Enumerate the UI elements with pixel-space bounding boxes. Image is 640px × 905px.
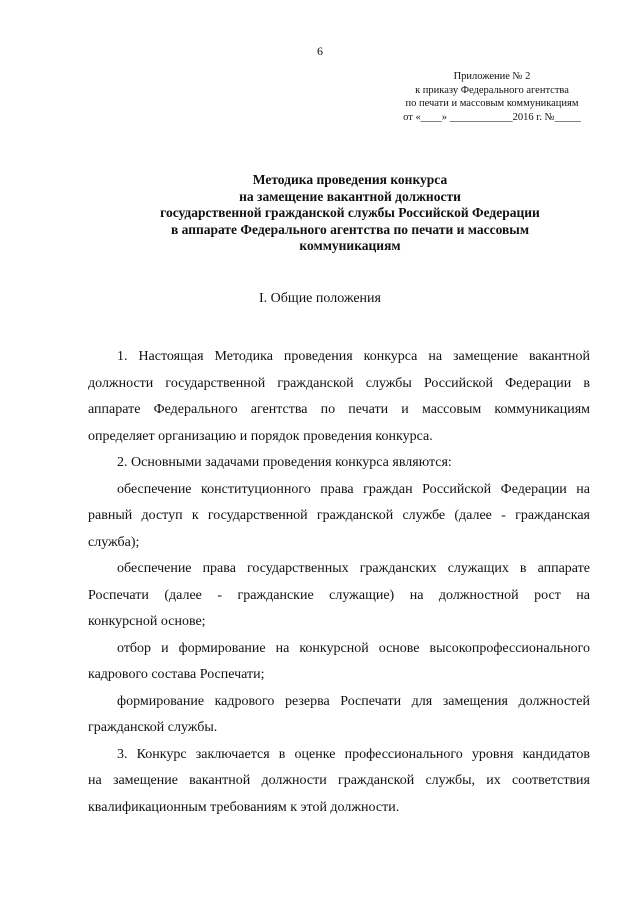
document-title xyxy=(90,172,610,255)
appendix-line: по печати и массовым коммуникациям xyxy=(405,98,579,109)
text-line: формирование кадрового резерва Роспечати для замещения должностей xyxy=(117,693,590,709)
paragraph-6 xyxy=(88,689,590,742)
text-line: обеспечение конституционного права граждан Российской Федерации на xyxy=(117,481,590,497)
document-body xyxy=(88,344,590,821)
section-heading: I. Общие положения xyxy=(259,291,381,306)
text-line: гражданской службы. xyxy=(88,720,218,735)
text-line: отбор и формирование на конкурсной основе высокопрофессионального xyxy=(117,640,590,656)
appendix-line: Приложение № 2 xyxy=(453,71,531,82)
appendix-line: к приказу Федерального агентства xyxy=(415,84,569,96)
appendix-line: от «____» ____________2016 г. №_____ xyxy=(403,111,581,123)
title-line: Методика проведения конкурса xyxy=(252,172,448,187)
text-line: определяет организацию и порядок проведения конкурса. xyxy=(88,428,433,444)
text-line: конкурсной основе; xyxy=(88,614,206,629)
title-line: в аппарате Федерального агентства по печати и массовым xyxy=(170,221,530,237)
text-line: обеспечение права государственных гражданских служащих в аппарате xyxy=(117,561,590,576)
title-line: на замещение вакантной должности xyxy=(239,188,461,204)
text-line: должности государственной гражданской службы Российской Федерации в xyxy=(88,375,590,391)
appendix-reference xyxy=(394,70,590,124)
text-line: аппарате Федерального агентства по печати и массовым коммуникациям xyxy=(88,402,590,417)
paragraph-3 xyxy=(88,477,590,557)
paragraph-1 xyxy=(88,344,590,450)
text-line: на замещение вакантной должности гражданской службы, их соответствия xyxy=(88,773,590,788)
text-line: 1. Настоящая Методика проведения конкурса на замещение вакантной xyxy=(117,349,590,364)
paragraph-7 xyxy=(88,742,590,822)
text-line: равный доступ к государственной гражданской службе (далее - гражданская xyxy=(88,508,590,523)
title-line: государственной гражданской службы Российской Федерации xyxy=(160,205,540,220)
paragraph-5 xyxy=(88,636,590,689)
title-line: коммуникациям xyxy=(299,238,401,253)
text-line: квалификационным требованиям к этой должности. xyxy=(88,799,400,815)
text-line: 3. Конкурс заключается в оценке профессионального уровня кандидатов xyxy=(117,746,590,762)
page-number: 6 xyxy=(317,44,323,58)
paragraph-2 xyxy=(88,450,590,477)
text-line: кадрового состава Роспечати; xyxy=(88,667,265,682)
text-line: служба); xyxy=(88,534,140,550)
paragraph-4 xyxy=(88,556,590,636)
text-line: 2. Основными задачами проведения конкурса являются: xyxy=(117,455,452,470)
text-line: Роспечати (далее - гражданские служащие) на должностной рост на xyxy=(88,587,590,603)
